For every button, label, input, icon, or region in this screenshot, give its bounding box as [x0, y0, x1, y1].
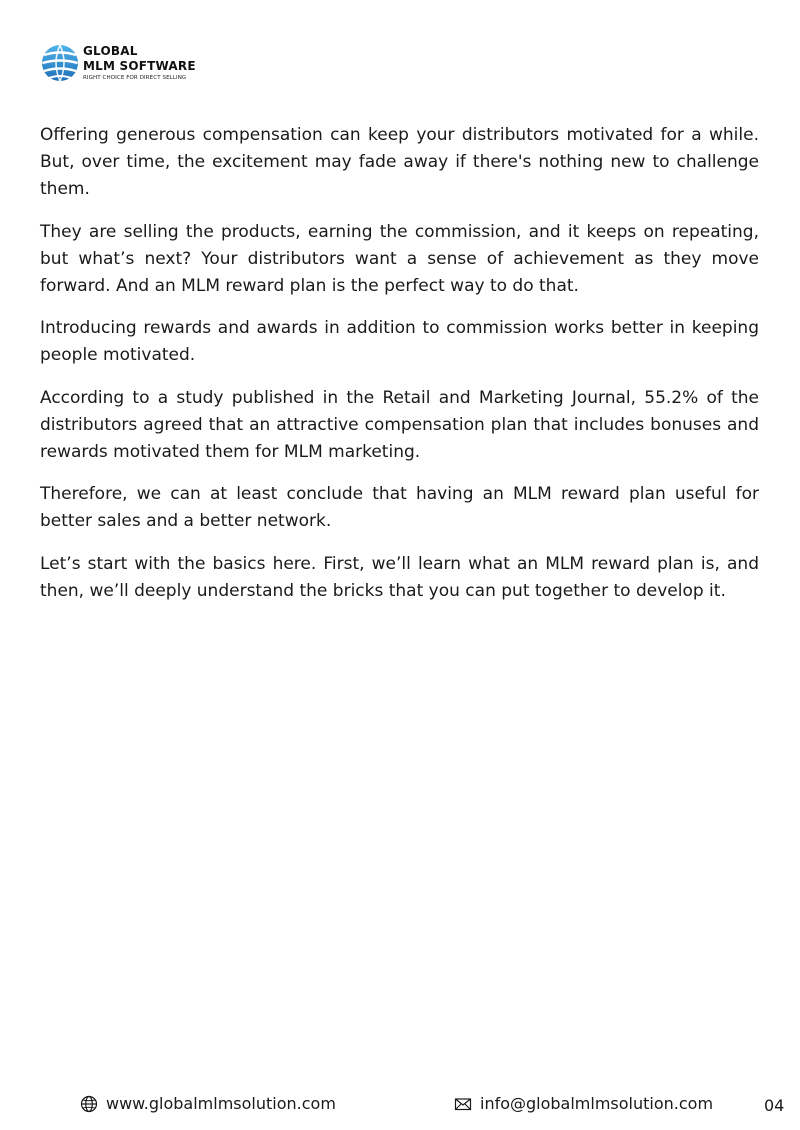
logo-tagline: RIGHT CHOICE FOR DIRECT SELLING	[83, 75, 187, 81]
paragraph-2: They are selling the products, earning the commission, and it keeps on repeating, but what’s next? Your distributors want a sense of achievement as they move forward. And an MLM reward plan is the perfect way to do that.	[40, 221, 759, 296]
paragraph-1: Offering generous compensation can keep your distributors motivated for a while. But, over time, the excitement may fade away if there's nothing new to challenge them.	[40, 125, 759, 199]
paragraph-5: Therefore, we can at least conclude that having an MLM reward plan useful for better sales and a better network.	[40, 484, 759, 531]
footer-website[interactable]	[80, 1094, 336, 1113]
header-logo	[40, 38, 196, 88]
footer-email[interactable]	[454, 1094, 713, 1113]
paragraph-3: Introducing rewards and awards in addition to commission works better in keeping people motivated.	[40, 318, 759, 365]
globe-icon	[80, 1095, 98, 1113]
globe-logo-icon	[40, 38, 80, 88]
page-footer	[0, 1094, 800, 1120]
mail-icon	[454, 1095, 472, 1113]
logo-text	[83, 44, 196, 82]
paragraph-4: According to a study published in the Retail and Marketing Journal, 55.2% of the distributors agreed that an attractive compensation plan that includes bonuses and rewards motivated them for MLM marketing.	[40, 387, 759, 462]
logo-line-mlm-software: MLM SOFTWARE	[83, 59, 196, 73]
logo-line-global: GLOBAL	[83, 44, 138, 58]
footer-email-link[interactable]: info@globalmlmsolution.com	[480, 1094, 714, 1113]
page-number: 04	[764, 1096, 785, 1115]
footer-website-link[interactable]: www.globalmlmsolution.com	[106, 1094, 336, 1113]
paragraph-6: Let’s start with the basics here. First, we’ll learn what an MLM reward plan is, and then, we’ll deeply understand the bricks that you can put together to develop it.	[40, 553, 759, 601]
body-text	[40, 122, 759, 620]
